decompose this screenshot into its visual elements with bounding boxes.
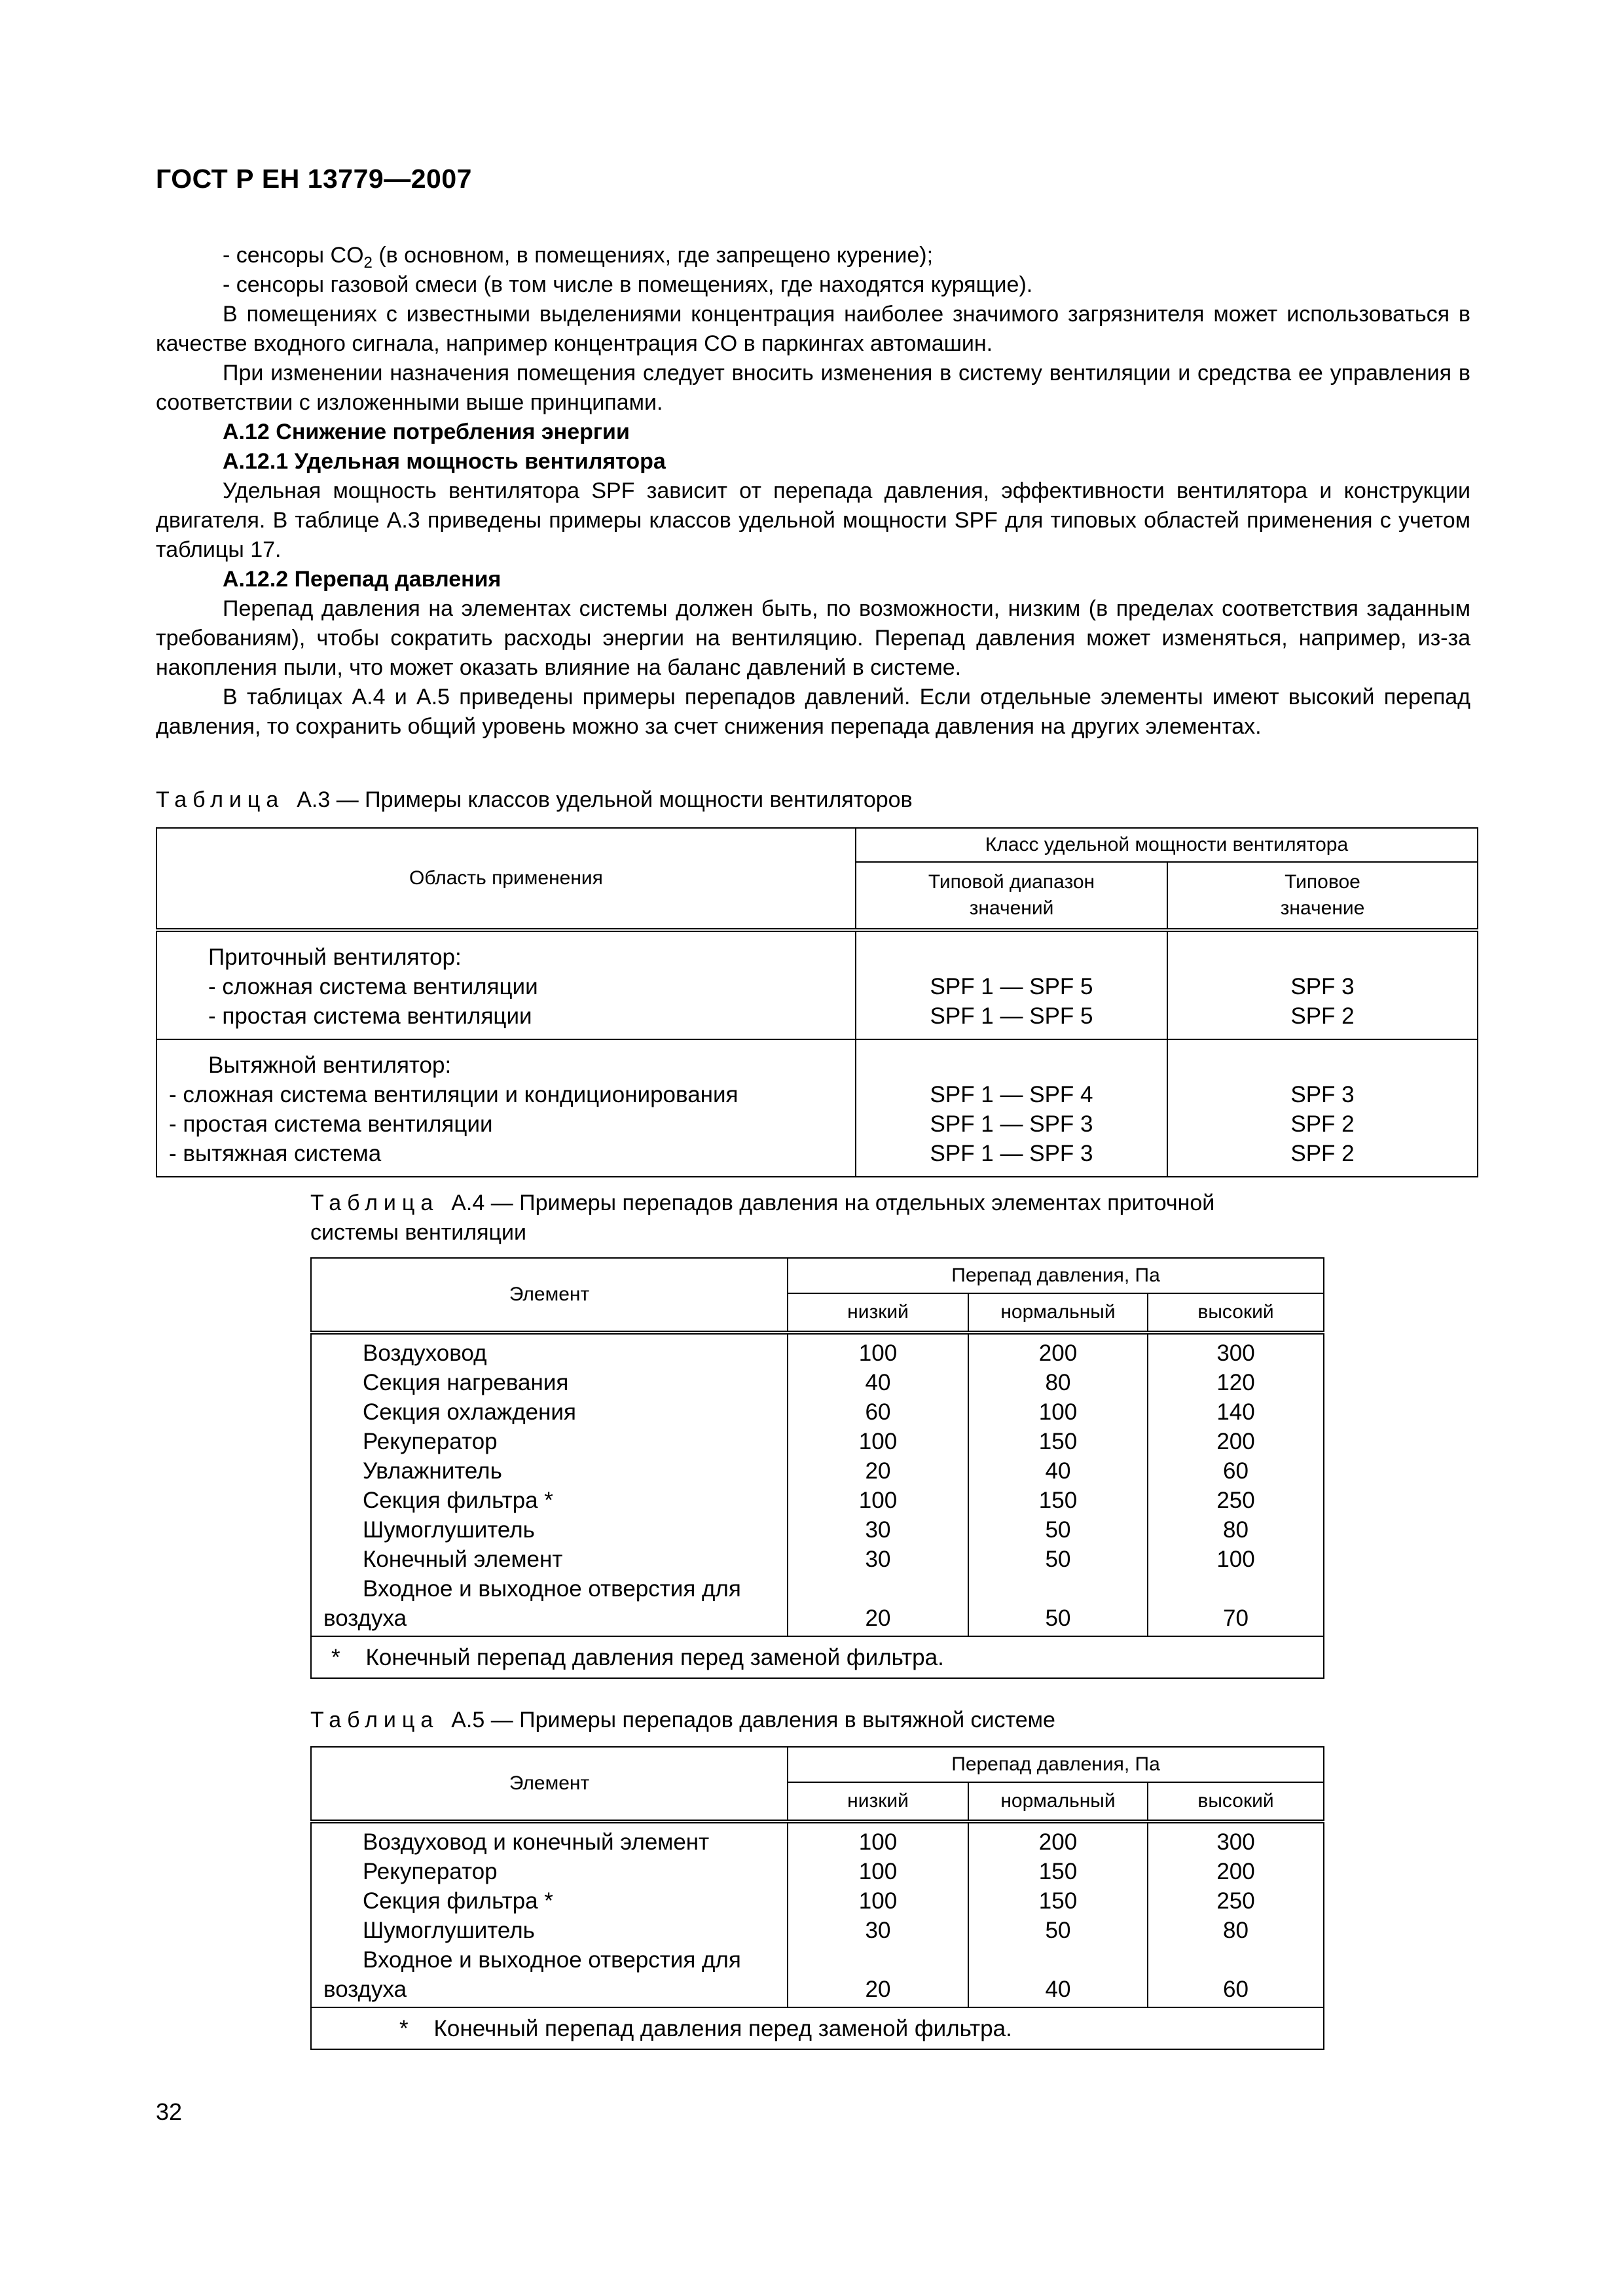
table-a4-element: Воздуховод [363, 1340, 487, 1366]
paragraph-spf: Удельная мощность вентилятора SPF зависит от перепада давления, эффективности вентилятора и конструкции двигателя. В таблице А.3 приведены примеры классов удельной мощности SPF для типовых областей применения с учетом таблицы 17. [156, 478, 1470, 562]
table-a5-element: воздуха [323, 1977, 407, 2002]
table-a3-cell-area [156, 1039, 856, 1177]
table-a5-high: 300 [1216, 1829, 1255, 1855]
table-a4-low: 60 [865, 1399, 891, 1425]
heading-a12: А.12 Снижение потребления энергии [223, 420, 630, 444]
table-a5-body [311, 1821, 1324, 2007]
table-a4-low: 40 [865, 1370, 891, 1395]
table-a3-header-area: Область применения [156, 828, 856, 930]
table-a4-element: Шумоглушитель [363, 1517, 535, 1543]
table-a4-low: 100 [858, 1429, 898, 1454]
table-a4-body [311, 1333, 1324, 1636]
table-a4-col-normal [968, 1333, 1148, 1636]
table-a5-header-pressure: Перепад давления, Па [788, 1747, 1324, 1782]
paragraph-gas-sensors: - сенсоры газовой смеси (в том числе в помещениях, где находятся курящие). [223, 272, 1033, 297]
table-a3-row-range: SPF 1 — SPF 4 [930, 1082, 1093, 1107]
table-a3-row-name: - сложная система вентиляции [208, 974, 538, 999]
table-a4-normal: 80 [1045, 1370, 1071, 1395]
table-a4-low: 100 [858, 1340, 898, 1366]
table-a5-col-high [1148, 1821, 1324, 2007]
table-a3-cell-typical [1167, 1039, 1478, 1177]
table-a5-header-low: низкий [788, 1782, 968, 1821]
table-a4-low: 20 [865, 1458, 891, 1484]
body-text [156, 241, 1470, 742]
table-a5-footnote [311, 2007, 1324, 2049]
table-a4-normal: 100 [1038, 1399, 1078, 1425]
table-a3-row-typical: SPF 3 [1290, 974, 1355, 999]
table-a3-header-typical-l2: значение [1280, 897, 1365, 919]
table-a5-col-normal [968, 1821, 1148, 2007]
table-a4-low: 20 [865, 1605, 891, 1631]
table-a5-element: Секция фильтра * [363, 1888, 553, 1914]
table-a4-high: 100 [1216, 1547, 1255, 1572]
table-a3-caption [156, 785, 913, 815]
table-a5-header-element: Элемент [311, 1747, 788, 1821]
table-a4-normal: 50 [1045, 1517, 1071, 1543]
table-a4-footnote-star: * [331, 1644, 340, 1670]
table-a5-element: Воздуховод и конечный элемент [363, 1829, 710, 1855]
table-a4-caption-text: А.4 — Примеры перепадов давления на отдельных элементах приточной [451, 1191, 1215, 1215]
table-a3-group-title: Вытяжной вентилятор: [208, 1052, 452, 1078]
table-a5-footnote-row [311, 2007, 1324, 2049]
table-a4-header-low: низкий [788, 1293, 968, 1333]
table-a3-group-exhaust [156, 1039, 1478, 1177]
heading-a12-1: А.12.1 Удельная мощность вентилятора [223, 449, 666, 474]
paragraph-pressure-drop: Перепад давления на элементах системы должен быть, по возможности, низким (в пределах соответствия заданным требованиям), чтобы сократить расходы энергии на вентиляцию. Перепад давления может изменяться, например, из-за накопления пыли, что может оказать влияние на баланс давлений в системе. [156, 596, 1470, 680]
table-a3-cell-typical [1167, 930, 1478, 1039]
table-a4-normal: 40 [1045, 1458, 1071, 1484]
table-a3-group-supply [156, 930, 1478, 1039]
table-a3-header-range [856, 862, 1167, 930]
table-a4-element: Рекуператор [363, 1429, 498, 1454]
table-a4-element: Секция охлаждения [363, 1399, 576, 1425]
table-a5-caption-word: Таблица [310, 1708, 439, 1732]
table-a5-normal: 200 [1038, 1829, 1078, 1855]
table-a4-caption-line1 [310, 1189, 1214, 1218]
table-a3-cell-range [856, 1039, 1167, 1177]
table-a3-row-name: - простая система вентиляции [208, 1003, 532, 1029]
table-a4-low: 100 [858, 1488, 898, 1513]
page-number: 32 [156, 2098, 183, 2125]
table-a4-caption-line2: системы вентиляции [310, 1220, 526, 1245]
table-a4-header-element: Элемент [311, 1258, 788, 1333]
text-co2-b: (в основном, в помещениях, где запрещено курение); [372, 243, 934, 268]
table-a5-header-high: высокий [1148, 1782, 1324, 1821]
paragraph-co2-sensors [156, 241, 1470, 270]
table-a5-high: 60 [1223, 1977, 1249, 2002]
table-a4-high: 60 [1223, 1458, 1249, 1484]
table-a4-element: воздуха [323, 1605, 407, 1631]
table-a5-high: 80 [1223, 1918, 1249, 1943]
table-a3-cell-range [856, 930, 1167, 1039]
table-a5-normal: 150 [1038, 1888, 1078, 1914]
table-a5-low: 100 [858, 1859, 898, 1884]
table-a5-element: Рекуператор [363, 1859, 498, 1884]
table-a5-element: Шумоглушитель [363, 1918, 535, 1943]
table-a5-high: 250 [1216, 1888, 1255, 1914]
table-a4-col-element [311, 1333, 788, 1636]
table-a3-row-typical: SPF 2 [1290, 1111, 1355, 1137]
table-a3-header-class: Класс удельной мощности вентилятора [856, 828, 1478, 862]
table-a4-element: Секция фильтра * [363, 1488, 553, 1513]
table-a3-header-range-l2: значений [969, 897, 1054, 919]
table-a4-header-normal: нормальный [968, 1293, 1148, 1333]
table-a4-caption-word: Таблица [310, 1191, 439, 1215]
table-a3-row-name: - вытяжная система [169, 1141, 382, 1166]
table-a4 [310, 1257, 1324, 1679]
table-a4-high: 200 [1216, 1429, 1255, 1454]
table-a4-high: 80 [1223, 1517, 1249, 1543]
table-a4-header-pressure: Перепад давления, Па [788, 1258, 1324, 1293]
table-a4-normal: 200 [1038, 1340, 1078, 1366]
document-header: ГОСТ Р ЕН 13779—2007 [156, 164, 472, 194]
table-a4-col-low [788, 1333, 968, 1636]
text-co2-sub: 2 [363, 254, 373, 272]
table-a4-normal: 50 [1045, 1547, 1071, 1572]
table-a3-header-range-l1: Типовой диапазон [928, 871, 1095, 893]
table-a3-cell-area [156, 930, 856, 1039]
table-a3-header-typical-l1: Типовое [1285, 871, 1360, 893]
table-a5-caption-text: А.5 — Примеры перепадов давления в вытяжной системе [451, 1708, 1055, 1732]
table-a4-element: Конечный элемент [363, 1547, 563, 1572]
paragraph-pollutant: В помещениях с известными выделениями концентрация наиболее значимого загрязнителя может использоваться в качестве входного сигнала, например концентрация CO в паркингах автомашин. [156, 302, 1470, 356]
table-a4-col-high [1148, 1333, 1324, 1636]
table-a5-normal: 150 [1038, 1859, 1078, 1884]
table-a5-footnote-star: * [399, 2015, 409, 2041]
table-a4-high: 140 [1216, 1399, 1255, 1425]
table-a4-high: 300 [1216, 1340, 1255, 1366]
table-a5-low: 100 [858, 1888, 898, 1914]
table-a5-col-element [311, 1821, 788, 2007]
table-a3-row-range: SPF 1 — SPF 3 [930, 1111, 1093, 1137]
table-a5-high: 200 [1216, 1859, 1255, 1884]
table-a4-element: Секция нагревания [363, 1370, 569, 1395]
table-a3-caption-text: А.3 — Примеры классов удельной мощности вентиляторов [297, 787, 913, 812]
table-a5 [310, 1746, 1324, 2050]
table-a4-caption [310, 1189, 1214, 1247]
table-a4-footnote-row [311, 1636, 1324, 1678]
table-a3-row-typical: SPF 2 [1290, 1003, 1355, 1029]
table-a4-high: 70 [1223, 1605, 1249, 1631]
table-a5-normal: 50 [1045, 1918, 1071, 1943]
paragraph-tables-ref: В таблицах А.4 и А.5 приведены примеры перепадов давлений. Если отдельные элементы имеют высокий перепад давления, то сохранить общий уровень можно за счет снижения перепада давления на других элементах. [156, 685, 1470, 739]
table-a3-row-name: - сложная система вентиляции и кондиционирования [169, 1082, 739, 1107]
table-a4-header-high: высокий [1148, 1293, 1324, 1333]
table-a4-normal: 150 [1038, 1488, 1078, 1513]
table-a4-high: 250 [1216, 1488, 1255, 1513]
table-a3-header-typical [1167, 862, 1478, 930]
table-a5-element: Входное и выходное отверстия для [363, 1947, 741, 1973]
table-a5-low: 20 [865, 1977, 891, 2002]
table-a3-row-range: SPF 1 — SPF 5 [930, 1003, 1093, 1029]
table-a4-footnote [311, 1636, 1324, 1678]
table-a4-element: Входное и выходное отверстия для [363, 1576, 741, 1602]
table-a4-element: Увлажнитель [363, 1458, 502, 1484]
table-a3-row-typical: SPF 3 [1290, 1082, 1355, 1107]
table-a4-low: 30 [865, 1517, 891, 1543]
table-a3-row-name: - простая система вентиляции [169, 1111, 493, 1137]
table-a3-caption-word: Таблица [156, 787, 285, 812]
heading-a12-2: А.12.2 Перепад давления [223, 567, 501, 592]
table-a3-row-range: SPF 1 — SPF 5 [930, 974, 1093, 999]
table-a4-footnote-text: Конечный перепад давления перед заменой фильтра. [365, 1644, 944, 1670]
table-a5-col-low [788, 1821, 968, 2007]
table-a4-normal: 50 [1045, 1605, 1071, 1631]
table-a3-row-range: SPF 1 — SPF 3 [930, 1141, 1093, 1166]
table-a3 [156, 827, 1478, 1177]
paragraph-room-purpose: При изменении назначения помещения следует вносить изменения в систему вентиляции и средства ее управления в соответствии с изложенными выше принципами. [156, 361, 1470, 415]
table-a5-footnote-text: Конечный перепад давления перед заменой фильтра. [433, 2015, 1012, 2041]
table-a3-group-title: Приточный вентилятор: [208, 944, 462, 970]
table-a5-low: 30 [865, 1918, 891, 1943]
table-a5-caption [310, 1706, 1055, 1735]
table-a3-row-typical: SPF 2 [1290, 1141, 1355, 1166]
table-a4-normal: 150 [1038, 1429, 1078, 1454]
table-a5-low: 100 [858, 1829, 898, 1855]
text-co2-a: - сенсоры CO [223, 243, 364, 268]
table-a5-normal: 40 [1045, 1977, 1071, 2002]
table-a4-high: 120 [1216, 1370, 1255, 1395]
table-a5-header-normal: нормальный [968, 1782, 1148, 1821]
table-a4-low: 30 [865, 1547, 891, 1572]
